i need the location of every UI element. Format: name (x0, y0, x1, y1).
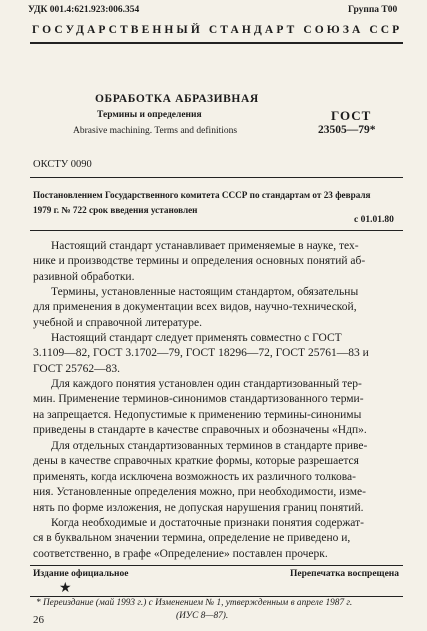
paragraph-line: Для отдельных стандартизованных терминов в стандарте приве- (51, 440, 368, 452)
reissue-note: * Переиздание (май 1993 г.) с Изменением № 1, утвержденным в апреле 1987 г. (36, 598, 353, 608)
paragraph-line: мин. Применение терминов-синонимов стандартизованного терми- (33, 393, 364, 406)
standard-title: ОБРАБОТКА АБРАЗИВНАЯ (95, 93, 259, 105)
paragraph-line: Термины, установленные настоящим стандартом, обязательны (51, 286, 359, 298)
reissue-note-index: (ИУС 8—87). (176, 611, 229, 621)
paragraph-line: дены в качестве справочных краткие формы, которые разрешается (33, 455, 359, 468)
paragraph-line: Когда необходимые и достаточные признаки понятия содержат- (51, 517, 364, 529)
standard-title-english: Abrasive machining. Terms and definitions (73, 126, 238, 136)
paragraph-scope (33, 239, 403, 285)
paragraph-line: учебной и справочной литературе. (33, 316, 203, 329)
okstu-code: ОКСТУ 0090 (33, 159, 92, 170)
footer-rule (30, 565, 403, 566)
paragraph-line: ГОСТ 25762—83. (33, 362, 121, 375)
standard-subtitle: Термины и определения (97, 110, 202, 120)
udk-code: УДК 001.4:621.923:006.354 (28, 5, 140, 15)
paragraph-line: на запрещается. Недопустимые к применению термины-синонимы (33, 408, 362, 421)
decree-rule (30, 230, 403, 231)
decree-line-2: 1979 г. № 722 срок введения установлен (33, 205, 198, 215)
paragraph-line: соответственно, в графе «Определение» поставлен прочерк. (33, 547, 328, 560)
paragraph-line: применять, когда исключена возможность их различного толкова- (33, 470, 356, 483)
paragraph-short-forms (33, 439, 403, 516)
official-edition: Издание официальное (33, 569, 129, 579)
group-code: Группа Т00 (348, 5, 398, 15)
page-number: 26 (33, 614, 44, 626)
paragraph-line: ся в буквальном значении термина, определение не приведено и, (33, 532, 351, 545)
paragraph-line: Для каждого понятия установлен один стандартизованный тер- (51, 378, 362, 390)
okstu-rule (30, 177, 403, 178)
reprint-notice: Перепечатка воспрещена (290, 569, 400, 579)
paragraph-mandatory (33, 285, 403, 331)
gost-label: ГОСТ (331, 108, 372, 123)
note-rule (30, 596, 403, 597)
star-icon: ★ (59, 581, 72, 596)
paragraph-line: нять по форме изложения, не допуская нарушения границ понятий. (33, 501, 364, 514)
paragraph-line: разивной обработки. (33, 270, 135, 283)
paragraph-line: 3.1109—82, ГОСТ 3.1702—79, ГОСТ 18296—72, ГОСТ 25761—83 и (33, 347, 369, 360)
effective-date: с 01.01.80 (354, 215, 394, 225)
paragraph-line: Настоящий стандарт следует применять совместно с ГОСТ (51, 332, 342, 344)
document-heading: ГОСУДАРСТВЕННЫЙ СТАНДАРТ СОЮЗА ССР (32, 24, 403, 36)
paragraph-definitions (33, 516, 403, 562)
paragraph-line: ния. Установленные определения можно, при необходимости, изме- (33, 486, 366, 499)
decree-line-1: Постановлением Государственного комитета СССР по стандартам от 23 февраля (33, 190, 371, 200)
paragraph-line: приведены в стандарте в качестве справочных и обозначены «Ндп». (33, 424, 367, 437)
paragraph-line: для применения в документации всех видов, научно-технической, (33, 301, 357, 314)
paragraph-related-standards (33, 331, 403, 377)
paragraph-synonyms (33, 377, 403, 439)
gost-number: 23505—79* (318, 124, 376, 136)
paragraph-line: Настоящий стандарт устанавливает применяемые в науке, тех- (51, 240, 359, 252)
paragraph-line: нике и производстве термины и определения основных понятий аб- (33, 255, 366, 268)
header-rule (30, 42, 403, 44)
